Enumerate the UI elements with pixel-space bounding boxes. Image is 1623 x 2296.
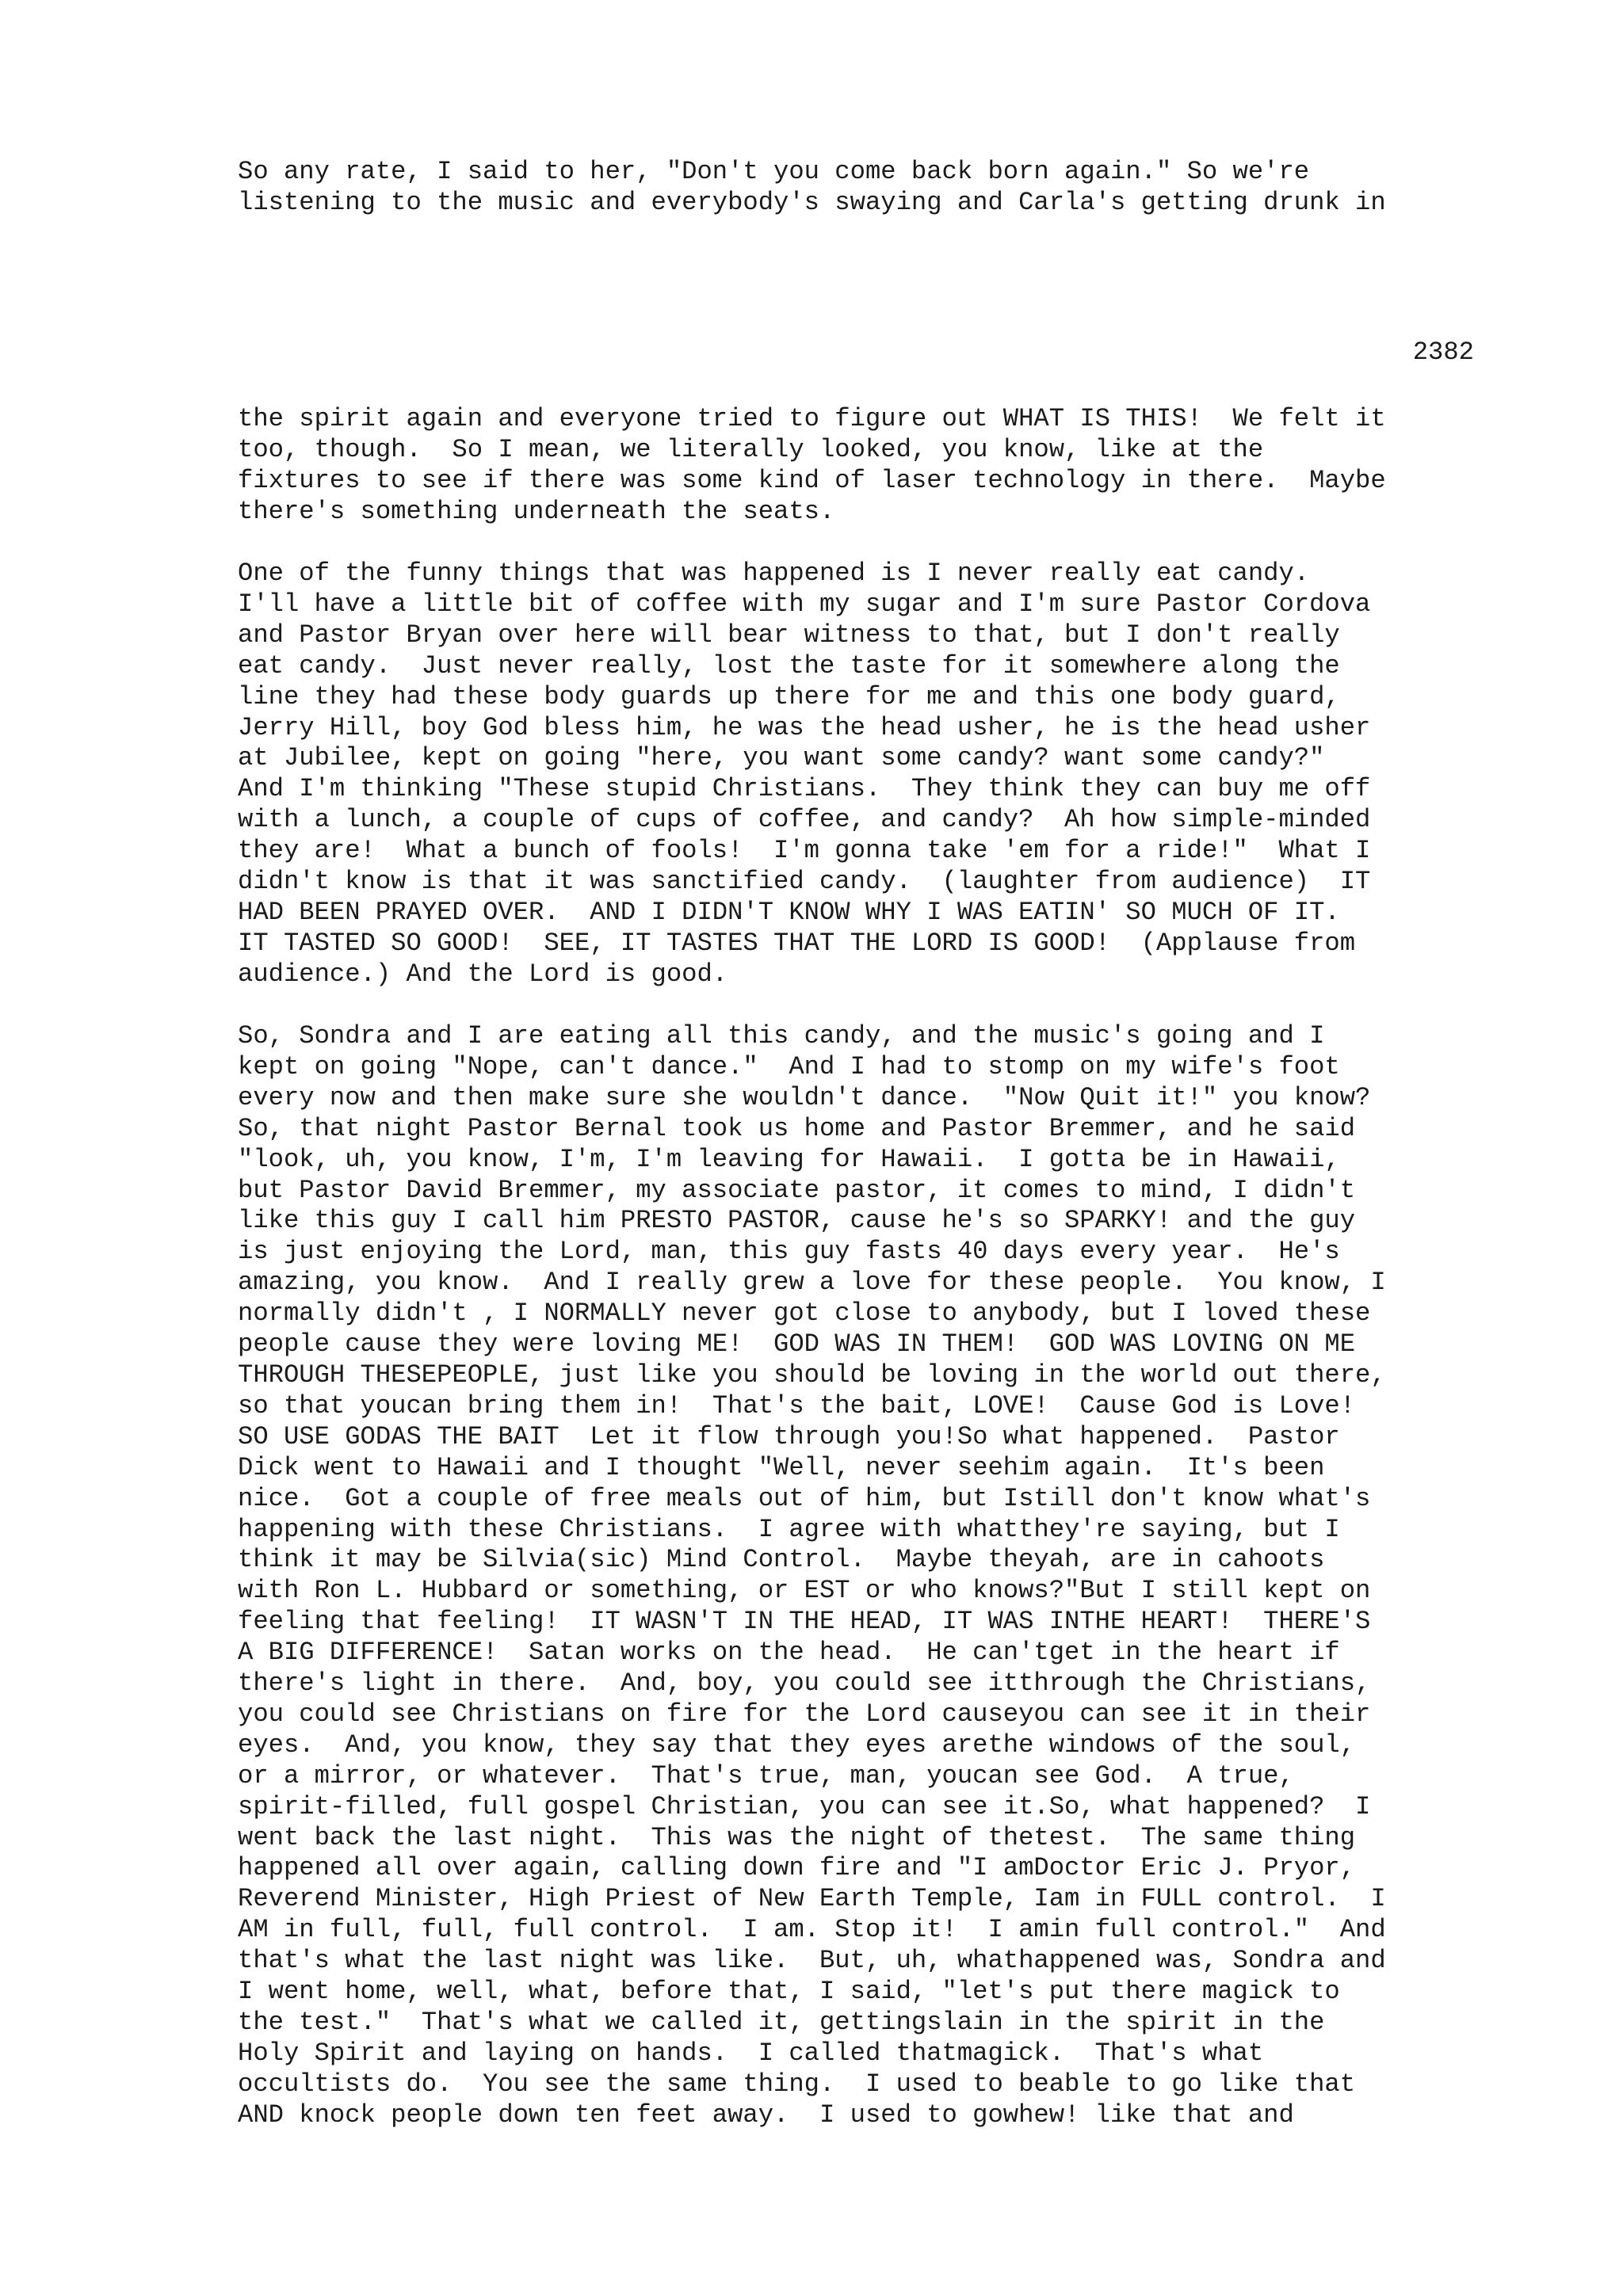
- page-number: 2382: [1412, 338, 1474, 367]
- paragraph-3: So, Sondra and I are eating all this candy, and the music's going and I kept on going "Nope, can't dance." And I had to stomp on my wife's foot every now and then make sure she wouldn't dance. "Now Quit it!" you know? So, that night Pastor Bernal took us home and Pastor Bremmer, and he said "look, uh, you know, I'm, I'm leaving for Hawaii. I gotta be in Hawaii, but Pastor David Bremmer, my associate pastor, it comes to mind, I didn't like this guy I call him PRESTO PASTOR, cause he's so SPARKY! and the guy is just enjoying the Lord, man, this guy fasts 40 days every year. He's amazing, you know. And I really grew a love for these people. You know, I normally didn't , I NORMALLY never got close to anybody, but I loved these people cause they were loving ME! GOD WAS IN THEM! GOD WAS LOVING ON ME THROUGH THESEPEOPLE, just like you should be loving in the world out there, so that youcan bring them in! That's the bait, LOVE! Cause God is Love! SO USE GODAS THE BAIT Let it flow through you!So what happened. Pastor Dick went to Hawaii and I thought "Well, never seehim again. It's been nice. Got a couple of free meals out of him, but Istill don't know what's happening with these Christians. I agree with whatthey're saying, but I think it may be Silvia(sic) Mind Control. Maybe theyah, are in cahoots with Ron L. Hubbard or something, or EST or who knows?"But I still kept on feeling that feeling! IT WASN'T IN THE HEAD, IT WAS INTHE HEART! THERE'S A BIG DIFFERENCE! Satan works on the head. He can'tget in the heart if there's light in there. And, boy, you could see itthrough the Christians, you could see Christians on fire for the Lord causeyou can see it in their eyes. And, you know, they say that they eyes arethe windows of the soul, or a mirror, or whatever. That's true, man, youcan see God. A true, spirit-filled, full gospel Christian, you can see it.So, what happened? I went back the last night. This was the night of thetest. The same thing happened all over again, calling down fire and "I amDoctor Eric J. Pryor, Reverend Minister, High Priest of New Earth Temple, Iam in FULL control. I AM in full, full, full control. I am. Stop it! I amin full control." And that's what the last night was like. But, uh, whathappened was, Sondra and I went home, well, what, before that, I said, "let's put there magick to the test." That's what we called it, gettingslain in the spirit in the Holy Spirit and laying on hands. I called thatmagick. That's what occultists do. You see the same thing. I used to beable to go like that AND knock people down ten feet away. I used to gowhew! like that and: [238, 1021, 1386, 2130]
- intro-paragraph: So any rate, I said to her, "Don't you come back born again." So we're listening to the music and everybody's swaying and Carla's getting drunk in: [238, 157, 1386, 217]
- paragraph-2: One of the funny things that was happened is I never really eat candy. I'll have a little bit of coffee with my sugar and I'm sure Pastor Cordova and Pastor Bryan over here will bear witness to that, but I don't really eat candy. Just never really, lost the taste for it somewhere along the line they had these body guards up there for me and this one body guard, Jerry Hill, boy God bless him, he was the head usher, he is the head usher at Jubilee, kept on going "here, you want some candy? want some candy?" And I'm thinking "These stupid Christians. They think they can buy me off with a lunch, a couple of cups of coffee, and candy? Ah how simple-minded they are! What a bunch of fools! I'm gonna take 'em for a ride!" What I didn't know is that it was sanctified candy. (laughter from audience) IT HAD BEEN PRAYED OVER. AND I DIDN'T KNOW WHY I WAS EATIN' SO MUCH OF IT. IT TASTED SO GOOD! SEE, IT TASTES THAT THE LORD IS GOOD! (Applause from audience.) And the Lord is good.: [238, 559, 1371, 989]
- paragraph-1: the spirit again and everyone tried to figure out WHAT IS THIS! We felt it too, though. So I mean, we literally looked, you know, like at the fixtures to see if there was some kind of laser technology in there. Maybe there's something underneath the seats.: [238, 404, 1386, 526]
